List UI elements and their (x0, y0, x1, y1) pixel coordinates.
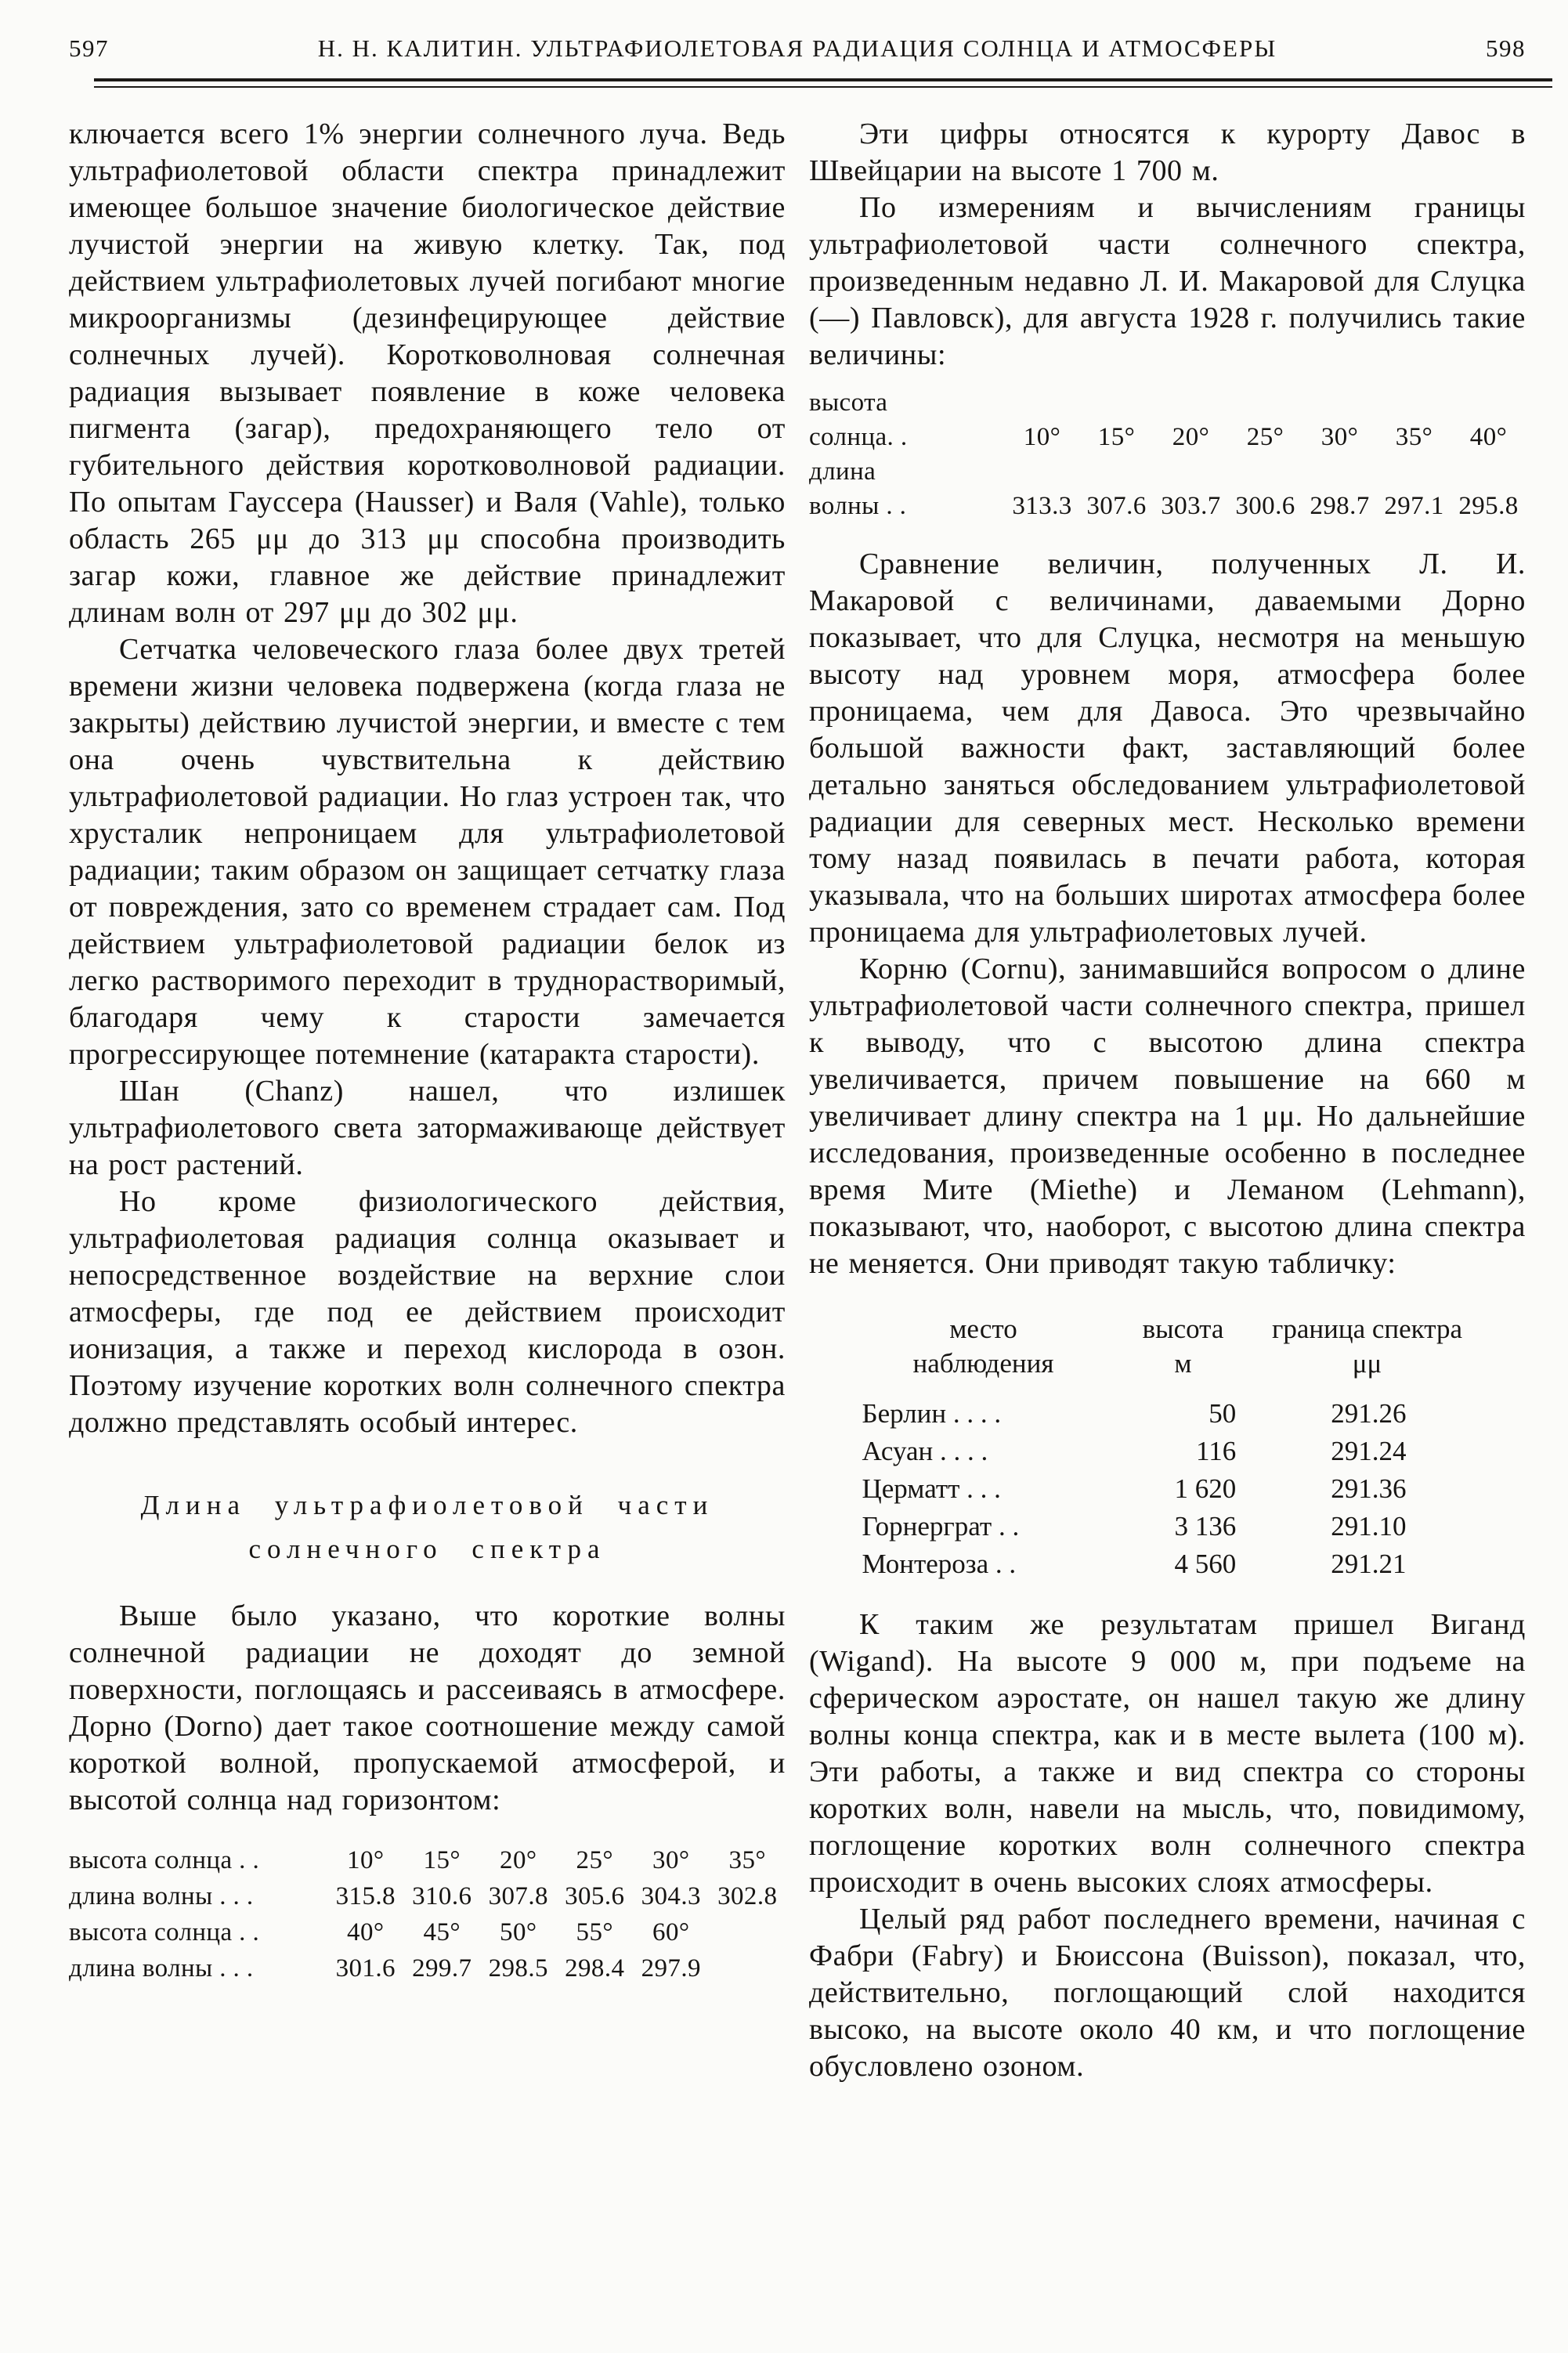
cell-place: Монтероза . . (862, 1549, 1017, 1579)
row-label: высота солнца . . (69, 1918, 260, 1946)
column-header-place (854, 1312, 1113, 1381)
table-row (809, 488, 1526, 524)
page-number-left: 597 (69, 34, 109, 62)
cell (710, 1914, 786, 1950)
cell-height: 50 (1209, 1398, 1237, 1429)
row-label: длина (809, 457, 876, 486)
cell: 300.6 (1235, 492, 1295, 520)
cell: 315.8 (335, 1882, 396, 1910)
header-double-rule (94, 78, 1552, 88)
cell-limit: 291.10 (1331, 1511, 1407, 1542)
column-header-line: м (1174, 1348, 1192, 1379)
cell-limit: 291.24 (1331, 1436, 1407, 1466)
cell: 297.9 (641, 1954, 701, 1983)
cell: 10° (347, 1846, 385, 1874)
cell: 20° (500, 1846, 537, 1874)
two-column-body (69, 116, 1526, 2353)
spectrum-limit-table (854, 1312, 1481, 1583)
cell: 25° (1246, 423, 1284, 451)
cell-height: 4 560 (1174, 1549, 1237, 1579)
cell: 60° (652, 1918, 690, 1946)
cell: 45° (423, 1918, 461, 1946)
table-row (69, 1950, 786, 1986)
page-number-right: 598 (1486, 34, 1526, 62)
cell: 301.6 (335, 1954, 396, 1983)
paragraph: Эти цифры относятся к курорту Давос в Швейцарии на высоте 1 700 м. (809, 117, 1526, 187)
running-head-title: Н. Н. КАЛИТИН. УЛЬТРАФИОЛЕТОВАЯ РАДИАЦИЯ СОЛНЦА И АТМОСФЕРЫ (317, 34, 1277, 62)
cell: 40° (347, 1918, 385, 1946)
cell-limit: 291.26 (1331, 1398, 1407, 1429)
row-label: волны . . (809, 492, 907, 520)
right-column (809, 116, 1526, 2353)
row-label: солнца. . (809, 423, 908, 451)
table-row (854, 1508, 1481, 1545)
paragraph: ключается всего 1% энергии солнечного луча. Ведь ультрафиолетовой области спектра принадлежит имеющее большое значение биологическое действие лучистой энергии на живую клетку. Так, под действием ультрафиолетовых лучей погибают многие микроорганизмы (дезинфецирующее действие солнечных лучей). Коротковолновая солнечная радиация вызывает появление в коже человека пигмента (загар), предохраняющего тело от губительного действия коротковолновой радиации. По опытам Гауссера (Hausser) и Валя (Vahle), только область 265 μμ до 313 μμ способна производить загар кожи, главное же действие принадлежит длинам волн от 297 μμ до 302 μμ. (69, 117, 786, 629)
paragraph: К таким же результатам пришел Виганд (Wigand). На высоте 9 000 м, при подъеме на сферическом аэростате, он нашел такую же длину волны конца спектра, как и в месте вылета (100 м). Эти работы, а также и вид спектра со стороны коротких волн, навели на мысль, что, повидимому, поглощение коротких волн солнечного спектра происходит в очень высоких слоях атмосферы. (809, 1608, 1526, 1899)
cell: 15° (423, 1846, 461, 1874)
cell: 302.8 (717, 1882, 778, 1910)
left-column (69, 116, 786, 2353)
paragraph: Целый ряд работ последнего времени, начиная с Фабри (Fabry) и Бюиссона (Buisson), показал, что, действительно, поглощающий слой находится высоко, на высоте около 40 км, и что поглощение обусловлено озоном. (809, 1903, 1526, 2083)
section-heading-line2: солнечного спектра (248, 1534, 606, 1564)
column-header-line: μμ (1352, 1348, 1382, 1379)
cell-height: 116 (1196, 1436, 1237, 1466)
cell-place: Горнерграт . . (862, 1511, 1020, 1542)
cell-place: Асуан . . . . (862, 1436, 988, 1466)
dorno-sun-height-table (69, 1842, 786, 1986)
row-label: длина волны . . . (69, 1954, 254, 1983)
cell: 20° (1172, 423, 1210, 451)
cell: 35° (728, 1846, 766, 1874)
cell: 10° (1023, 423, 1061, 451)
paragraph: По измерениям и вычислениям границы ультрафиолетовой части солнечного спектра, произведенным недавно Л. И. Макаровой для Слуцка (—) Павловск), для августа 1928 г. получились такие величины: (809, 191, 1526, 371)
column-header-limit (1254, 1312, 1481, 1381)
cell: 55° (576, 1918, 613, 1946)
cell-height: 3 136 (1174, 1511, 1237, 1542)
cell: 40° (1469, 423, 1508, 451)
cell-place: Берлин . . . . (862, 1398, 1002, 1429)
cell: 305.6 (565, 1882, 625, 1910)
table-row (69, 1878, 786, 1914)
table-row (809, 419, 1526, 455)
cell: 298.5 (488, 1954, 548, 1983)
cell: 35° (1395, 423, 1433, 451)
table-row (854, 1395, 1481, 1433)
paragraph: Выше было указано, что короткие волны солнечной радиации не доходят до земной поверхности, поглощаясь и рассеиваясь в атмосфере. Дорно (Dorno) дает такое соотношение между самой короткой волной, пропускаемой атмосферой, и высотой солнца над горизонтом: (69, 1599, 786, 1816)
section-heading-line1: Длина ультрафиолетовой части (140, 1490, 714, 1520)
paragraph: Корню (Cornu), занимавшийся вопросом о длине ультрафиолетовой части солнечного спектра, пришел к выводу, что с высотою длина спектра увеличивается, причем повышение на 660 м увеличивает длину спектра на 1 μμ. Но дальнейшие исследования, произведенные особенно в последнее время Мите (Miethe) и Леманом (Lehmann), показывают, что, наоборот, с высотою длина спектра не меняется. Они приводят такую табличку: (809, 952, 1526, 1280)
row-label: длина волны . . . (69, 1882, 254, 1910)
cell: 298.7 (1310, 492, 1370, 520)
cell: 295.8 (1458, 492, 1519, 520)
column-header-height (1113, 1312, 1254, 1381)
table-header (854, 1312, 1481, 1381)
table-row (854, 1470, 1481, 1508)
column-header-line: граница спектра (1272, 1314, 1462, 1344)
section-heading (69, 1484, 786, 1571)
cell: 297.1 (1384, 492, 1444, 520)
cell-limit: 291.21 (1331, 1549, 1407, 1579)
running-head (69, 34, 1526, 63)
row-label: высота (809, 389, 888, 417)
table-row (854, 1545, 1481, 1583)
column-header-line: наблюдения (912, 1348, 1054, 1379)
cell: 30° (652, 1846, 690, 1874)
cell: 307.6 (1086, 492, 1147, 520)
cell: 50° (500, 1918, 537, 1946)
cell: 25° (576, 1846, 613, 1874)
cell: 307.8 (488, 1882, 548, 1910)
cell: 313.3 (1012, 492, 1072, 520)
paragraph: Сравнение величин, полученных Л. И. Макаровой с величинами, даваемыми Дорно показывает, что для Слуцка, несмотря на меньшую высоту над уровнем моря, атмосфера более проницаема, чем для Давоса. Это чрезвычайно большой важности факт, заставляющий более детально заняться обследованием ультрафиолетовой радиации для северных мест. Несколько времени тому назад появилась в печати работа, которая указывала, что на больших широтах атмосфера более проницаема для ультрафиолетовых лучей. (809, 548, 1526, 949)
table-row (69, 1842, 786, 1878)
cell: 303.7 (1161, 492, 1221, 520)
column-header-line: высота (1142, 1314, 1224, 1344)
column-header-line: место (949, 1314, 1017, 1344)
paragraph: Шан (Chanz) нашел, что излишек ультрафиолетового света затормаживающе действует на рост растений. (69, 1075, 786, 1181)
cell-limit: 291.36 (1331, 1473, 1407, 1504)
cell: 298.4 (565, 1954, 625, 1983)
cell: 30° (1321, 423, 1359, 451)
table-row (854, 1433, 1481, 1470)
table-row (69, 1914, 786, 1950)
row-label: высота солнца . . (69, 1846, 260, 1874)
paragraph: Но кроме физиологического действия, ультрафиолетовая радиация солнца оказывает и непосредственное воздействие на верхние слои атмосферы, где под ее действием происходит ионизация, а также и переход кислорода в озон. Поэтому изучение коротких волн солнечного спектра должно представлять особый интерес. (69, 1185, 786, 1439)
paragraph: Сетчатка человеческого глаза более двух третей времени жизни человека подвержена (когда глаза не закрыты) действию лучистой энергии, и вместе с тем она очень чувствительна к действию ультрафиолетовой радиации. Но глаз устроен так, что хрусталик непроницаем для ультрафиолетовой радиации; таким образом он защищает сетчатку глаза от повреждения, зато со временем страдает сам. Под действием ультрафиолетовой радиации белок из легко растворимого переходит в труднорастворимый, благодаря чему к старости замечается прогрессирующее потемнение (катаракта старости). (69, 633, 786, 1071)
cell: 304.3 (641, 1882, 701, 1910)
cell-place: Церматт . . . (862, 1473, 1001, 1504)
cell: 310.6 (412, 1882, 472, 1910)
cell: 15° (1097, 423, 1136, 451)
cell: 299.7 (412, 1954, 472, 1983)
cell (710, 1950, 786, 1986)
cell-height: 1 620 (1174, 1473, 1237, 1504)
makarova-sun-height-table (809, 386, 1526, 524)
